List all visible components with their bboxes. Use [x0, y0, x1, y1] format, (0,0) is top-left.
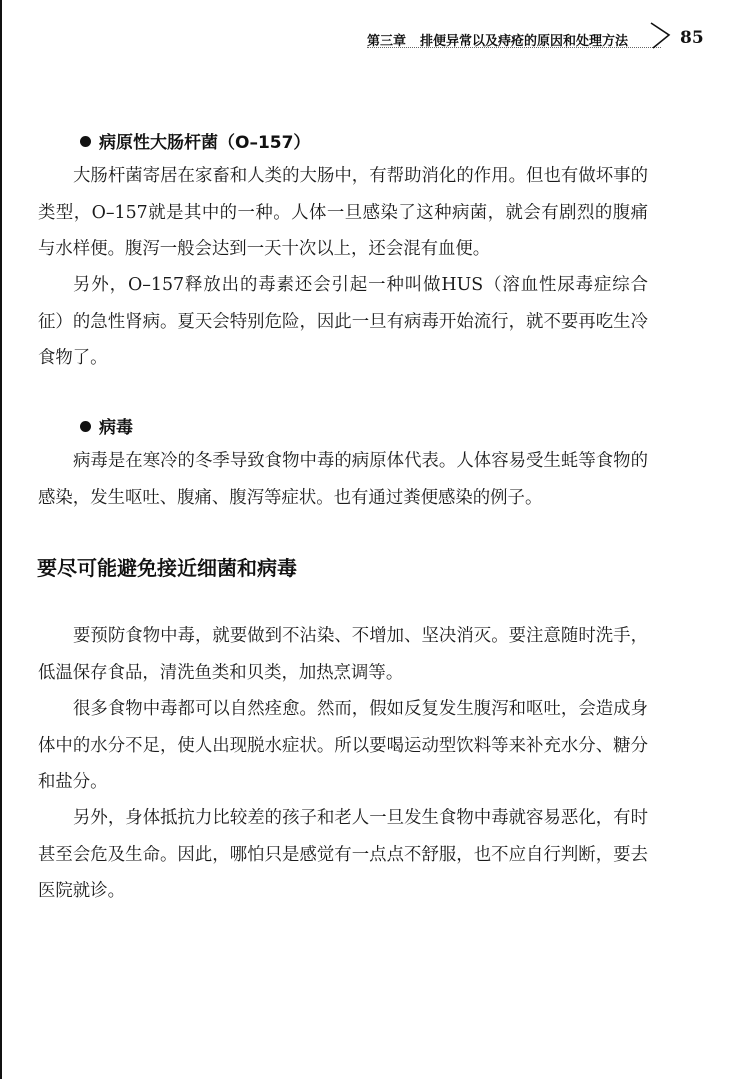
paragraph: 很多食物中毒都可以自然痊愈。然而，假如反复发生腹泻和呕吐，会造成身体中的水分不足，使人出现脱水症状。所以要喝运动型饮料等来补充水分、糖分和盐分。	[38, 699, 648, 792]
paragraph: 要预防食物中毒，就要做到不沾染、不增加、坚决消灭。要注意随时洗手，低温保存食品，清洗鱼类和贝类，加热烹调等。	[38, 626, 648, 683]
paragraph: 病毒是在寒冷的冬季导致食物中毒的病原体代表。人体容易受生蚝等食物的感染，发生呕吐、腹痛、腹泻等症状。也有通过粪便感染的例子。	[38, 451, 648, 508]
subheading-text: 病原性大肠杆菌（O–157）	[99, 133, 311, 153]
header-chevron-decoration	[649, 21, 679, 51]
subheading-ecoli	[80, 128, 310, 153]
bullet-icon	[80, 421, 91, 432]
subheading-text: 病毒	[99, 418, 133, 438]
paragraph: 另外，身体抵抗力比较差的孩子和老人一旦发生食物中毒就容易恶化，有时甚至会危及生命。因此，哪怕只是感觉有一点点不舒服，也不应自行判断，要去医院就诊。	[38, 808, 648, 901]
paragraph: 另外，O–157释放出的毒素还会引起一种叫做HUS（溶血性尿毒症综合征）的急性肾病。夏天会特别危险，因此一旦有病毒开始流行，就不要再吃生冷食物了。	[38, 275, 648, 368]
subheading-virus	[80, 413, 133, 438]
chapter-title: 排便异常以及痔疮的原因和处理方法	[420, 34, 629, 49]
section-title: 要尽可能避免接近细菌和病毒	[37, 556, 297, 580]
bullet-icon	[80, 136, 91, 147]
page-number: 85	[680, 28, 704, 48]
paragraph: 大肠杆菌寄居在家畜和人类的大肠中，有帮助消化的作用。但也有做坏事的类型，O–157就是其中的一种。人体一旦感染了这种病菌，就会有剧烈的腹痛与水样便。腹泻一般会达到一天十次以上，还会混有血便。	[38, 166, 648, 259]
chapter-label: 第三章	[367, 34, 407, 49]
page-edge-line	[0, 0, 2, 1079]
header-rule	[367, 47, 661, 48]
